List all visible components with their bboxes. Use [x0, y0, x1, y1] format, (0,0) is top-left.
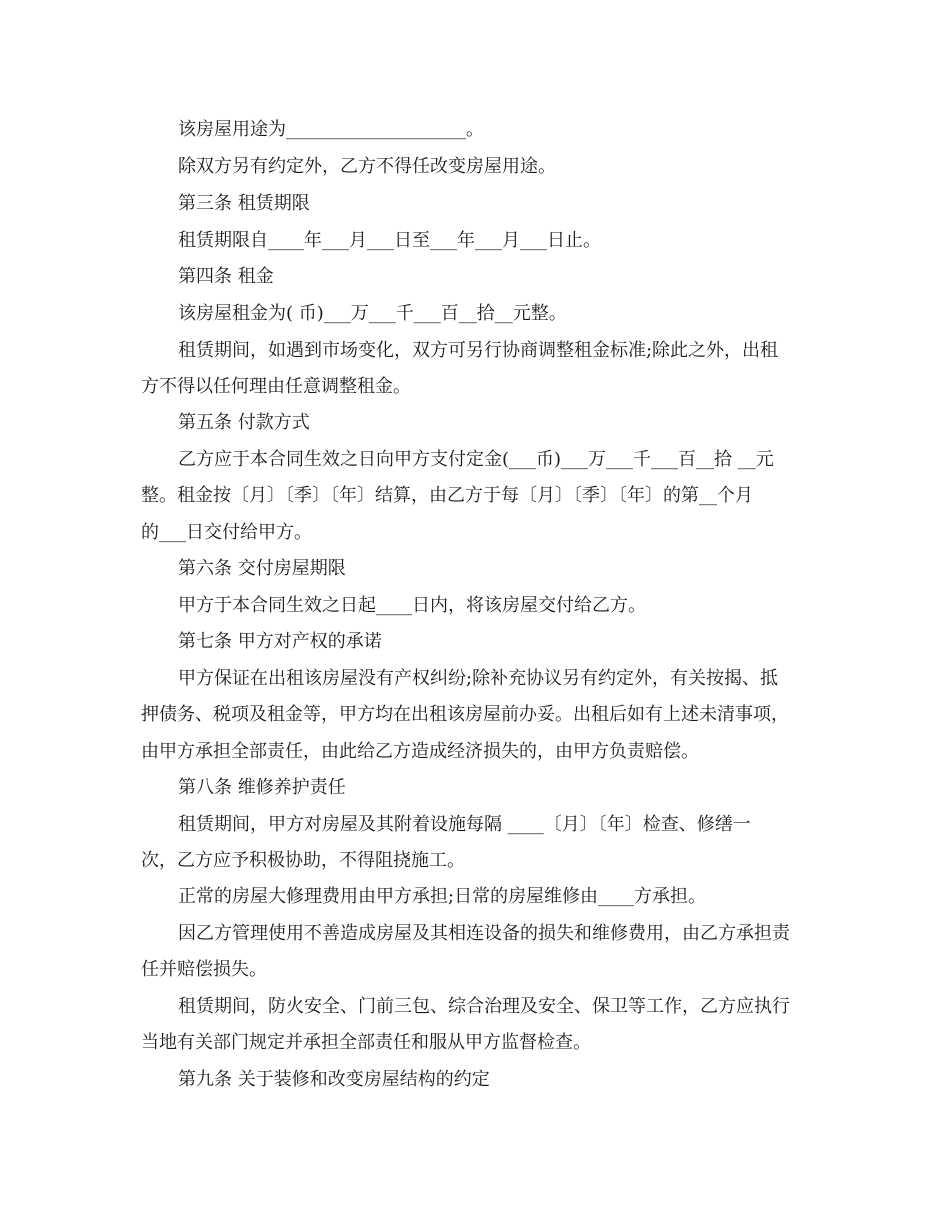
text-line: 甲方保证在出租该房屋没有产权纠纷;除补充协议另有约定外，有关按揭、抵	[178, 668, 779, 689]
text-line: 当地有关部门规定并承担全部责任和服从甲方监督检查。	[141, 1032, 591, 1053]
text-line: 租赁期间，防火安全、门前三包、综合治理及安全、保卫等工作，乙方应执行	[178, 996, 790, 1017]
text-line: 押债务、税项及租金等，甲方均在出租该房屋前办妥。出租后如有上述未清事项，	[141, 704, 789, 725]
text-line: 租赁期间，如遇到市场变化，双方可另行协商调整租金标准;除此之外，出租	[178, 340, 779, 361]
section-heading: 第四条 租金	[178, 266, 274, 287]
text-line: 因乙方管理使用不善造成房屋及其相连设备的损失和维修费用，由乙方承担责	[178, 923, 790, 944]
text-line: 租赁期限自____年___月___日至___年___月___日止。	[178, 230, 601, 251]
text-line: 除双方另有约定外，乙方不得任改变房屋用途。	[178, 156, 556, 177]
text-line: 任并赔偿损失。	[141, 959, 267, 980]
section-heading: 第七条 甲方对产权的承诺	[178, 631, 382, 652]
text-line: 乙方应于本合同生效之日向甲方支付定金(___币)___万___千___百__拾 __元	[178, 449, 774, 470]
text-line: 次，乙方应予积极协助，不得阻挠施工。	[141, 850, 465, 871]
text-line: 由甲方承担全部责任，由此给乙方造成经济损失的，由甲方负责赔偿。	[141, 741, 699, 762]
text-line: 该房屋租金为( 币)___万___千___百__拾__元整。	[178, 303, 567, 324]
text-line: 正常的房屋大修理费用由甲方承担;日常的房屋维修由____方承担。	[178, 886, 707, 907]
text-line: 的___日交付给甲方。	[141, 522, 312, 543]
section-heading: 第三条 租赁期限	[178, 193, 310, 214]
text-line: 方不得以任何理由任意调整租金。	[141, 376, 411, 397]
section-heading: 第五条 付款方式	[178, 412, 310, 433]
text-line: 甲方于本合同生效之日起____日内，将该房屋交付给乙方。	[178, 595, 646, 616]
text-line: 整。租金按〔月〕〔季〕〔年〕结算，由乙方于每〔月〕〔季〕〔年〕的第__个月	[141, 485, 753, 506]
section-heading: 第九条 关于装修和改变房屋结构的约定	[178, 1069, 490, 1090]
section-heading: 第八条 维修养护责任	[178, 777, 346, 798]
section-heading: 第六条 交付房屋期限	[178, 558, 346, 579]
text-line: 该房屋用途为____________________。	[178, 119, 484, 140]
text-line: 租赁期间，甲方对房屋及其附着设施每隔 ____〔月〕〔年〕检查、修缮一	[178, 814, 751, 835]
